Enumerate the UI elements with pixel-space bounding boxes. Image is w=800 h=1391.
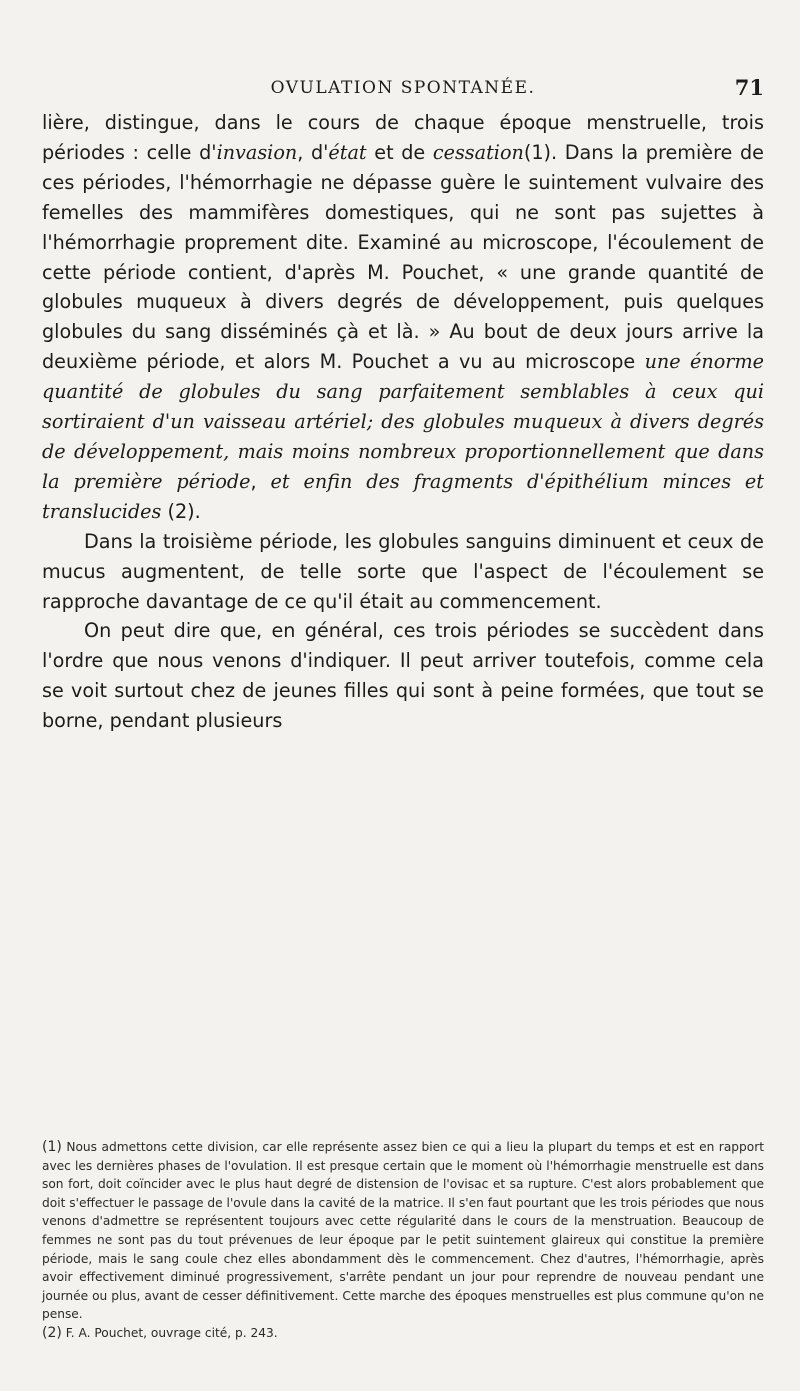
italic-text: invasion	[216, 140, 298, 164]
footnote-number: (2)	[42, 1324, 62, 1341]
text-run: (1). Dans la première de ces périodes, l'hémorrhagie ne dépasse guère le suintement vulvaire des femelles des mammifères domestiques, qui ne sont pas sujettes à l'hémorrhagie proprement dite. Examiné au microscope, l'écoulement de cette période contient, d'après M. Pouchet, « une grande quantité de globules muqueux à divers degrés de développement, puis quelques globules du sang disséminés çà et là. » Au bout de deux jours arrive la deuxième période, et alors M. Pouchet a vu au microscope	[42, 140, 764, 374]
text-run: On peut dire que, en général, ces trois périodes se succèdent dans l'ordre que nous venons d'indiquer. Il peut arriver toutefois, comme cela se voit surtout chez de jeunes filles qui sont à peine formées, que tout se borne, pendant plusieurs	[42, 619, 764, 733]
footnotes	[42, 1138, 764, 1343]
italic-text: une énorme quantité de globules du sang parfaitement semblables à ceux qui sortiraient d'un vaisseau artériel; des globules muqueux à divers degrés de développement, mais moins nombreux proportionnellement que dans la première période	[42, 350, 764, 493]
italic-text: et enfin des fragments d'épithélium minces et translucides	[42, 469, 765, 523]
footnote-number: (1)	[42, 1139, 62, 1155]
footnote	[42, 1138, 764, 1324]
text-run: Dans la troisième période, les globules sanguins diminuent et ceux de mucus augmentent, de telle sorte que l'aspect de l'écoulement se rapproche davantage de ce qu'il était au commencement.	[42, 529, 764, 613]
italic-text: état	[328, 140, 367, 164]
paragraph	[42, 616, 764, 736]
italic-text: cessation	[432, 140, 524, 164]
paragraph	[42, 527, 764, 617]
page-number: 71	[734, 75, 764, 100]
text-run: et de	[366, 140, 433, 164]
body-text	[42, 108, 764, 736]
running-header	[42, 75, 764, 104]
footnote-text: F. A. Pouchet, ouvrage cité, p. 243.	[65, 1325, 278, 1340]
running-title: OVULATION SPONTANÉE.	[270, 78, 536, 98]
text-run: (2).	[161, 499, 201, 523]
text-run: , d'	[297, 140, 329, 164]
footnote-text: Nous admettons cette division, car elle représente assez bien ce qui a lieu la plupart du temps et est en rapport avec les dernières phases de l'ovulation. Il est presque certain que le moment où l'hémorrhagie menstruelle est dans son fort, doit coïncider avec le plus haut degré de distension de l'ovisac et sa rupture. C'est alors probablement que doit s'effectuer le passage de l'ovule dans la cavité de la matrice. Il s'en faut pourtant que les trois périodes que nous venons d'admettre se représentent toujours avec cette régularité dans le cours de la menstruation. Beaucoup de femmes ne sont pas du tout prévenues de leur époque par le petit suintement glaireux qui constitue la première période, mais le sang coule chez elles abondamment dès le commencement. Chez d'autres, l'hémorrhagie, après avoir effectivement diminué progressivement, s'arrête pendant un jour pour reprendre de nouveau pendant une journée ou plus, avant de cesser définitivement. Cette marche des époques menstruelles est plus commune qu'on ne pense.	[42, 1140, 765, 1322]
paragraph	[42, 108, 764, 527]
text-run: ,	[250, 469, 271, 493]
footnote	[42, 1324, 764, 1343]
text-run: lière, distingue, dans le cours de chaque époque menstruelle, trois périodes : celle d'	[42, 111, 764, 164]
